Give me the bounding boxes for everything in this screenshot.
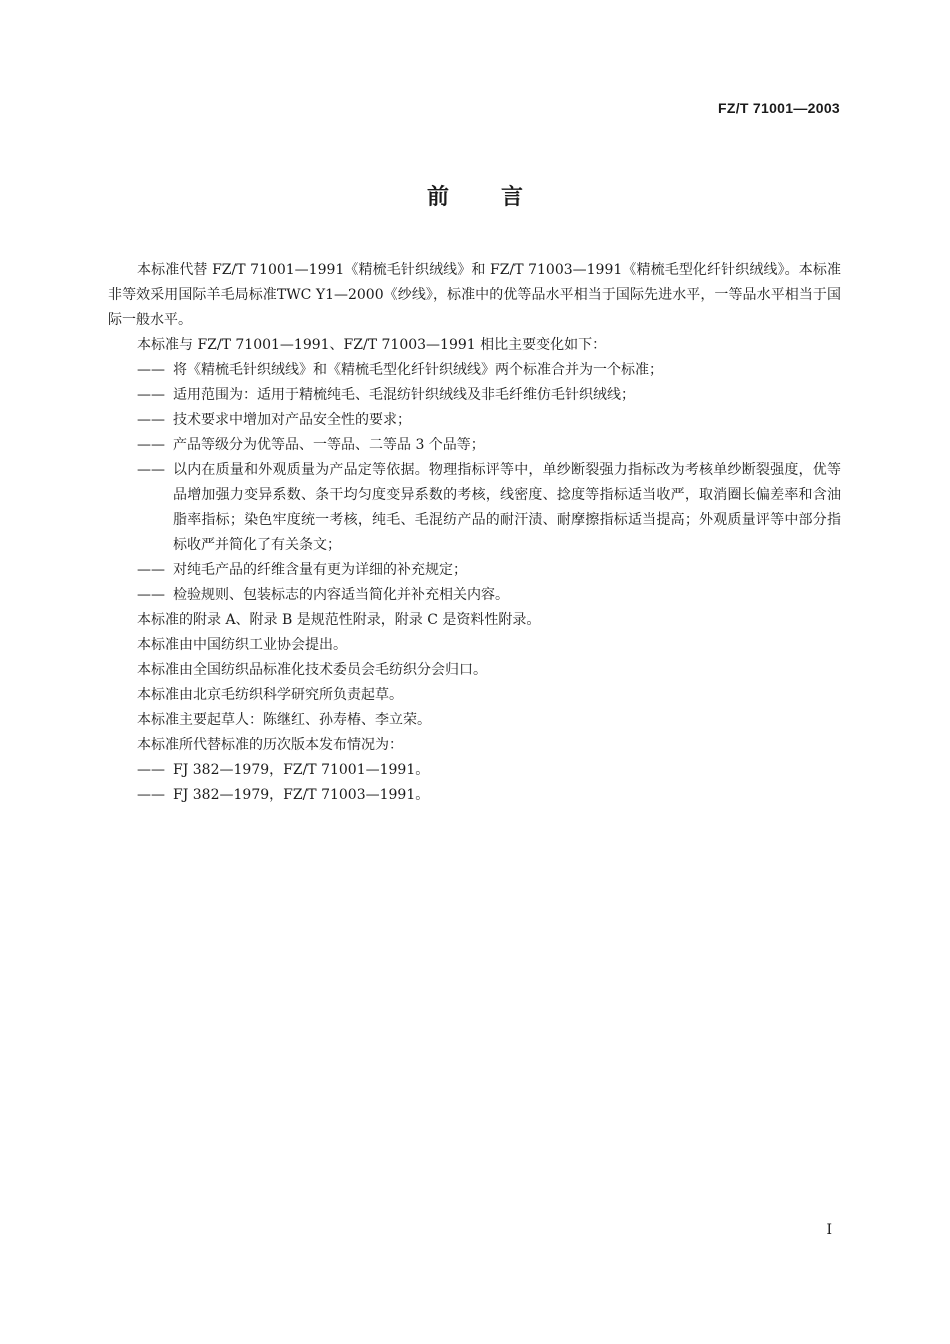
intro-paragraph: 本标准代替 FZ/T 71001—1991《精梳毛针织绒线》和 FZ/T 71003—1991《精梳毛型化纤针织绒线》。本标准非等效采用国际羊毛局标准TWC Y1—2000《纱线》，标准中的优等品水平相当于国际先进水平，一等品水平相当于国际一般水平。: [108, 262, 841, 328]
dash-mark: ——: [137, 437, 165, 453]
dash-mark: ——: [137, 412, 165, 428]
statement-committee: 本标准由全国纺织品标准化技术委员会毛纺织分会归口。: [137, 662, 487, 678]
document-code: FZ/T 71001—2003: [717, 100, 840, 116]
change-item: —— 将《精梳毛针织绒线》和《精梳毛型化纤针织绒线》两个标准合并为一个标准；: [108, 358, 841, 383]
change-item: —— 技术要求中增加对产品安全性的要求；: [108, 408, 841, 433]
statement-proposer: 本标准由中国纺织工业协会提出。: [137, 637, 347, 653]
dash-mark: ——: [137, 587, 165, 603]
page-title: [0, 180, 950, 211]
dash-mark: ——: [137, 787, 165, 803]
page-number: I: [826, 1222, 832, 1238]
change-item: —— 以内在质量和外观质量为产品定等依据。物理指标评等中，单纱断裂强力指标改为考核单纱断裂强度，优等品增加强力变异系数、条干均匀度变异系数的考核，线密度、捻度等指标适当收严，取消圈长偏差率和含油脂率指标；染色牢度统一考核，纯毛、毛混纺产品的耐汗渍、耐摩擦指标适当提高；外观质量评等中部分指标收严并简化了有关条文；: [108, 458, 841, 558]
title-char-2: 言: [501, 185, 524, 210]
change-item: —— 产品等级分为优等品、一等品、二等品 3 个品等；: [108, 433, 841, 458]
change-item: —— 适用范围为：适用于精梳纯毛、毛混纺针织绒线及非毛纤维仿毛针织绒线；: [108, 383, 841, 408]
statement-drafters: 本标准主要起草人：陈继红、孙寿椿、李立荣。: [137, 712, 431, 728]
statement-history-intro: 本标准所代替标准的历次版本发布情况为：: [137, 737, 403, 753]
dash-mark: ——: [137, 362, 165, 378]
dash-mark: ——: [137, 762, 165, 778]
history-item: —— FJ 382—1979，FZ/T 71001—1991。: [108, 758, 841, 783]
change-item: —— 对纯毛产品的纤维含量有更为详细的补充规定；: [108, 558, 841, 583]
history-item: —— FJ 382—1979，FZ/T 71003—1991。: [108, 783, 841, 808]
dash-mark: ——: [137, 562, 165, 578]
change-item: —— 检验规则、包装标志的内容适当简化并补充相关内容。: [108, 583, 841, 608]
dash-mark: ——: [137, 462, 165, 478]
dash-mark: ——: [137, 387, 165, 403]
title-char-1: 前: [426, 185, 449, 210]
changes-intro: 本标准与 FZ/T 71001—1991、FZ/T 71003—1991 相比主要变化如下：: [137, 337, 607, 353]
statement-annexes: 本标准的附录 A、附录 B 是规范性附录，附录 C 是资料性附录。: [137, 612, 541, 628]
foreword-body: [108, 258, 841, 808]
statement-drafting-org: 本标准由北京毛纺织科学研究所负责起草。: [137, 687, 403, 703]
